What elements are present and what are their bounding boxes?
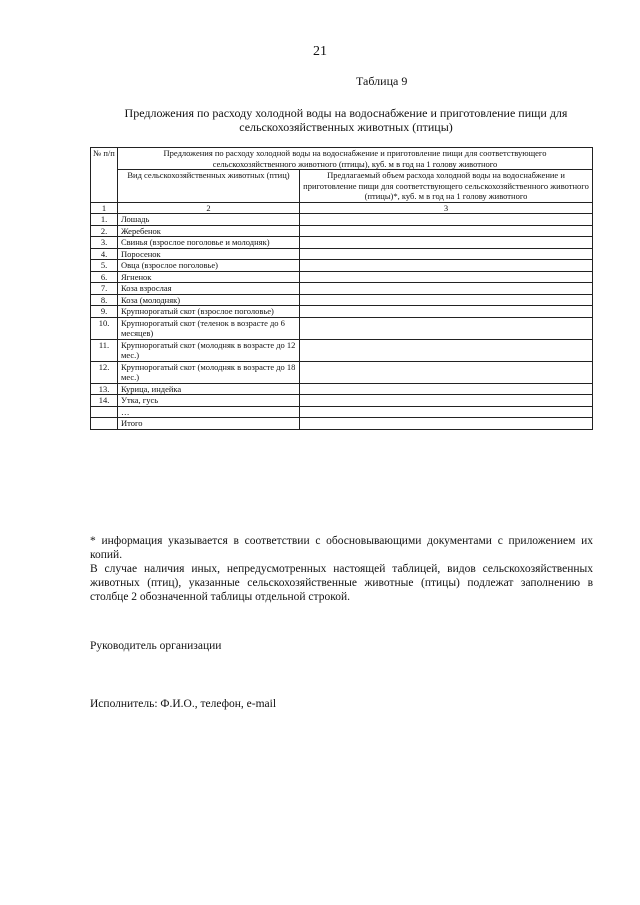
animal-name-cell: Коза взрослая (118, 283, 300, 295)
volume-value-cell (300, 395, 593, 407)
row-number-cell: 11. (91, 339, 118, 361)
animal-name-cell: Утка, гусь (118, 395, 300, 407)
signer-label: Руководитель организации (90, 640, 222, 652)
animal-name-cell: Коза (молодняк) (118, 294, 300, 306)
table-body (91, 148, 593, 430)
table-row (91, 283, 593, 295)
page-number: 21 (313, 44, 327, 59)
row-number-cell: 13. (91, 383, 118, 395)
table-row (91, 306, 593, 318)
table-row (91, 361, 593, 383)
index-cell: 1 (91, 202, 118, 214)
volume-value-cell (300, 317, 593, 339)
volume-value-cell (300, 260, 593, 272)
volume-value-cell (300, 406, 593, 418)
index-cell: 2 (118, 202, 300, 214)
table-row (91, 406, 593, 418)
index-cell: 3 (300, 202, 593, 214)
table-row (91, 237, 593, 249)
table-row (91, 395, 593, 407)
row-number-cell: 14. (91, 395, 118, 407)
volume-value-cell (300, 383, 593, 395)
table-row (91, 260, 593, 272)
row-number-cell: 3. (91, 237, 118, 249)
table-caption: Таблица 9 (356, 74, 408, 88)
row-number-cell (91, 406, 118, 418)
row-number-cell: 1. (91, 214, 118, 226)
row-number-cell: 5. (91, 260, 118, 272)
executor-label: Исполнитель: Ф.И.О., телефон, e-mail (90, 698, 277, 710)
animal-name-cell: Свинья (взрослое поголовье и молодняк) (118, 237, 300, 249)
animal-name-cell: Поросенок (118, 248, 300, 260)
table-row (91, 214, 593, 226)
water-consumption-table (90, 147, 593, 430)
footnote-2: В случае наличия иных, непредусмотренных настоящей таблицей, видов сельскохозяйственных животных (птиц), указанные сельскохозяйственные животные (птицы) подлежат заполнению в столбце 2 обозначенной таблицы отдельной строкой. (90, 563, 593, 603)
row-number-cell: 10. (91, 317, 118, 339)
animal-name-cell: Крупнорогатый скот (молодняк в возрасте до 18 мес.) (118, 361, 300, 383)
volume-value-cell (300, 418, 593, 430)
row-number-cell: 7. (91, 283, 118, 295)
volume-value-cell (300, 361, 593, 383)
animal-name-cell: Курица, индейка (118, 383, 300, 395)
index-row (91, 202, 593, 214)
animal-name-cell: Лошадь (118, 214, 300, 226)
animal-name-cell: Крупнорогатый скот (молодняк в возрасте до 12 мес.) (118, 339, 300, 361)
animal-name-cell: … (118, 406, 300, 418)
volume-value-cell (300, 271, 593, 283)
footnote-1: * информация указывается в соответствии с обосновывающими документами с приложением их копий. (90, 535, 593, 561)
row-number-cell: 6. (91, 271, 118, 283)
table-row (91, 317, 593, 339)
header-row (91, 148, 593, 170)
animal-name-cell: Ягненок (118, 271, 300, 283)
table-row (91, 271, 593, 283)
animal-name-cell: Итого (118, 418, 300, 430)
volume-value-cell (300, 339, 593, 361)
animal-name-cell: Крупнорогатый скот (теленок в возрасте до 6 месяцев) (118, 317, 300, 339)
row-number-cell: 12. (91, 361, 118, 383)
notes-block (90, 534, 593, 604)
volume-value-cell (300, 237, 593, 249)
row-number-cell: 4. (91, 248, 118, 260)
table-row (91, 418, 593, 430)
volume-value-cell (300, 306, 593, 318)
table-row (91, 225, 593, 237)
volume-value-cell (300, 214, 593, 226)
animal-name-cell: Жеребенок (118, 225, 300, 237)
volume-value-cell (300, 283, 593, 295)
animal-name-cell: Овца (взрослое поголовье) (118, 260, 300, 272)
header-volume-cell: Предлагаемый объем расхода холодной воды на водоснабжение и приготовление пищи для соответствующего сельскохозяйственного животного (птицы)*, куб. м в год на 1 голову животного (300, 170, 593, 203)
header-num-cell: № п/п (91, 148, 118, 203)
row-number-cell: 2. (91, 225, 118, 237)
header-animal-cell: Вид сельскохозяйственных животных (птиц) (118, 170, 300, 203)
table-row (91, 294, 593, 306)
table-row (91, 248, 593, 260)
volume-value-cell (300, 294, 593, 306)
row-number-cell (91, 418, 118, 430)
volume-value-cell (300, 225, 593, 237)
volume-value-cell (300, 248, 593, 260)
document-title: Предложения по расходу холодной воды на водоснабжение и приготовление пищи для сельскохозяйственных животных (птицы) (124, 106, 568, 134)
animal-name-cell: Крупнорогатый скот (взрослое поголовье) (118, 306, 300, 318)
table-row (91, 383, 593, 395)
row-number-cell: 9. (91, 306, 118, 318)
header-group-title: Предложения по расходу холодной воды на водоснабжение и приготовление пищи для соответствующего сельскохозяйственного животного (птицы), куб. м в год на 1 голову животного (118, 148, 593, 170)
row-number-cell: 8. (91, 294, 118, 306)
table-row (91, 339, 593, 361)
subheader-row (91, 170, 593, 203)
